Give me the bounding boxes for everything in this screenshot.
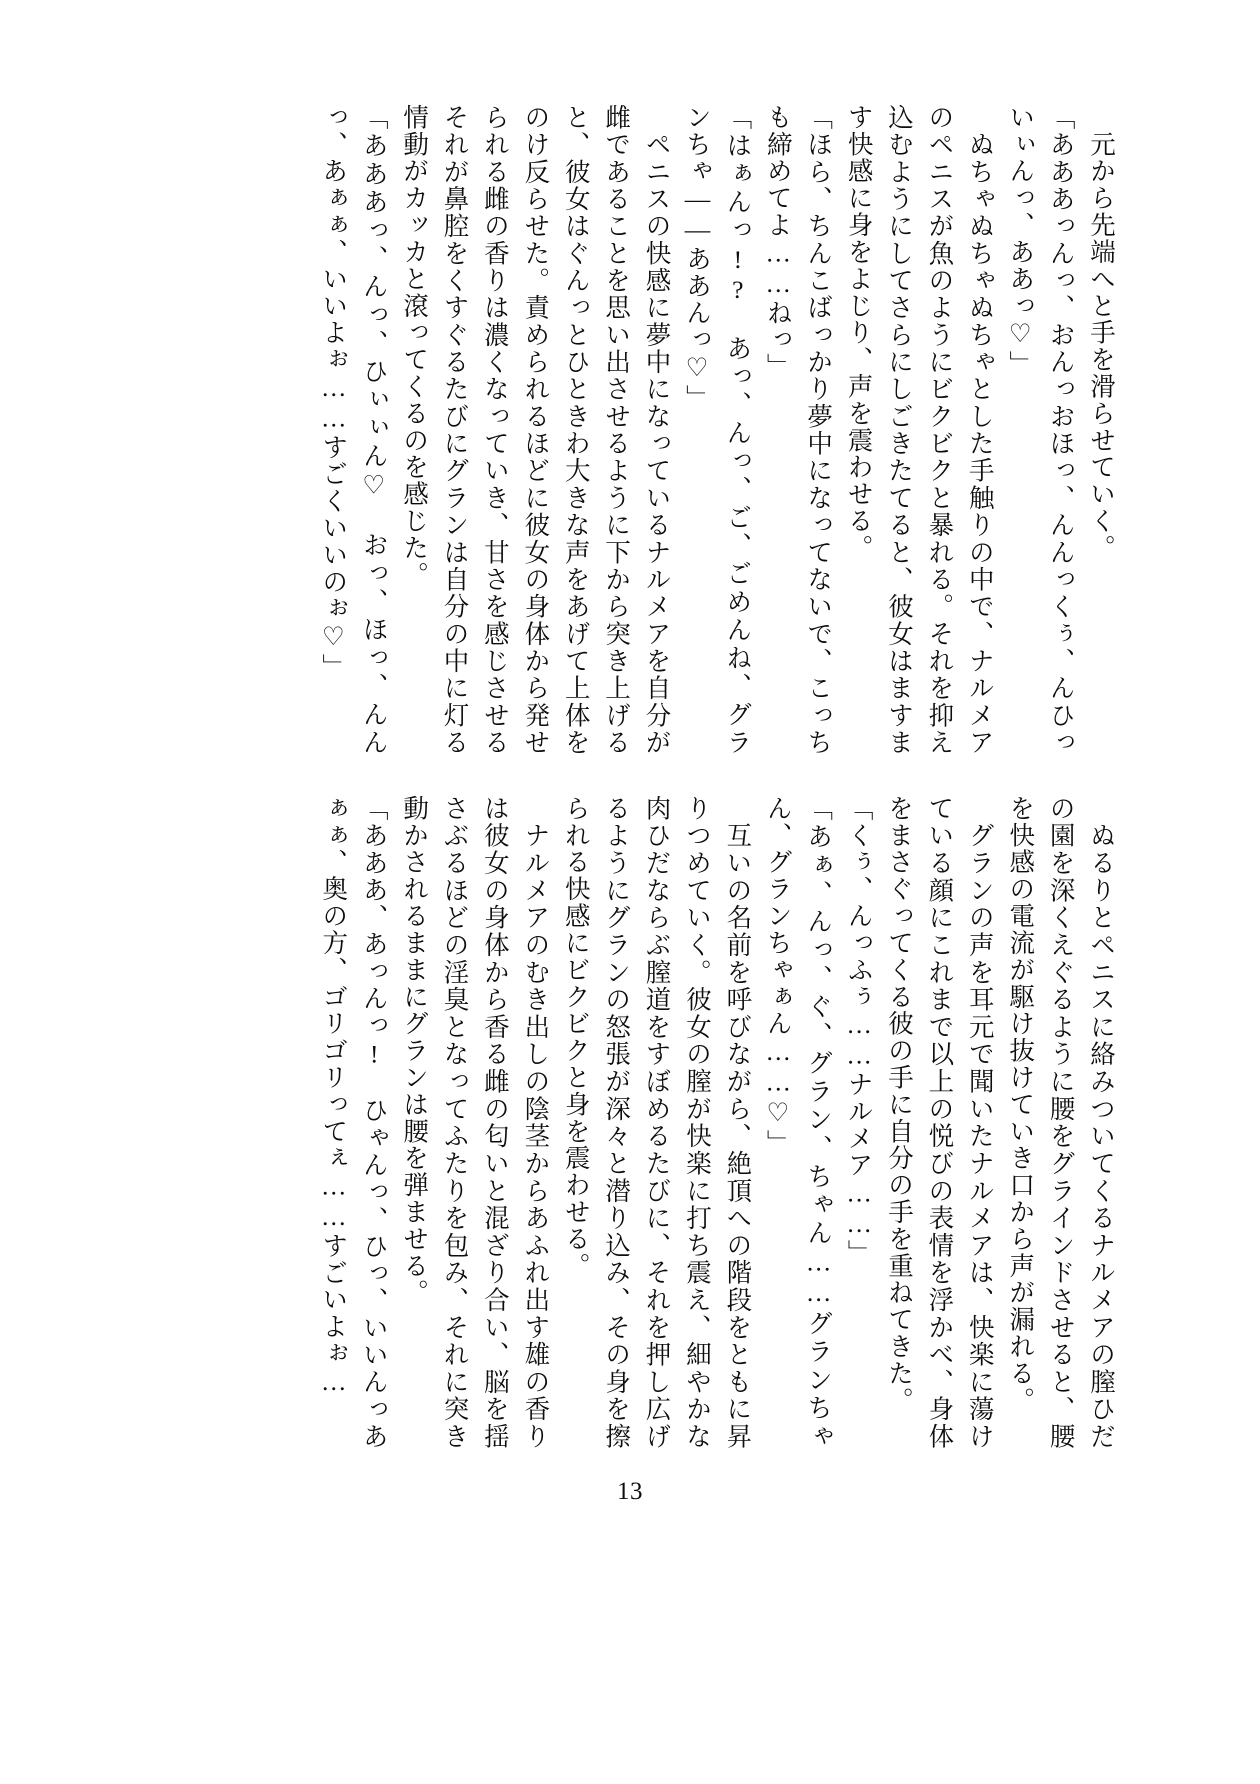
- body-text-block-lower: ぬるりとペニスに絡みついてくるナルメアの膣ひだの園を深くえぐるように腰をグラインドさせると、腰を快感の電流が駆け抜けていき口から声が漏れる。 グランの声を耳元で聞いたナルメアは、快楽に蕩けている顔にこれまで以上の悦びの表情を浮かべ、身体をまさぐってくる彼の手に自分の手を重ねてきた。 「くぅ、んっふぅ……ナルメア……」 「あぁ、んっ、ぐ、グラン、ちゃん……グランちゃん、グランちゃぁん……♡」 互いの名前を呼びながら、絶頂への階段をともに昇りつめていく。彼女の膣が快楽に打ち震え、細やかな肉ひだならぶ膣道をすぼめるたびに、それを押し広げるようにグランの怒張が深々と潜り込み、その身を擦られる快感にビクビクと身を震わせる。 ナルメアのむき出しの陰茎からあふれ出す雄の香りは彼女の身体から香る雌の匂いと混ざり合い、脳を揺さぶるほどの淫臭となってふたりを包み、それに突き動かされるままにグランは腰を弾ませる。 「あああ、あっんっ! ひゃんっ、ひっ、いいんっあぁぁ、奥の方、ゴリゴリってぇ……すごいよぉ…: [319, 795, 1116, 1450]
- page-number: 13: [617, 1478, 643, 1505]
- body-text-block-upper: 元から先端へと手を滑らせていく。 「あああっんっ、おんっおほっ、んんっくぅ、んひっいぃんっ、ああっ♡」 ぬちゃぬちゃぬちゃとした手触りの中で、ナルメアのペニスが魚のようにビクビクと暴れる。それを抑え込むようにしてさらにしごきたてると、彼女はますます快感に身をよじり、声を震わせる。 「ほら、ちんこばっかり夢中になってないで、こっちも締めてよ……ねっ」 「はぁんっ!? あっ、んっ、ご、ごめんね、グランちゃ――ああんっ♡」 ペニスの快感に夢中になっているナルメアを自分が雌であることを思い出させるように下から突き上げると、彼女はぐんっとひときわ大きな声をあげて上体をのけ反らせた。責められるほどに彼女の身体から発せられる雌の香りは濃くなっていき、甘さを感じさせるそれが鼻腔をくすぐるたびにグランは自分の中に灯る情動がカッカと滾ってくるのを感じた。 「あああっ、んっ、ひぃぃん♡ おっ、ほっ、んんっ、あぁぁ、いいよぉ……すごくいいのぉ♡」: [319, 104, 1116, 756]
